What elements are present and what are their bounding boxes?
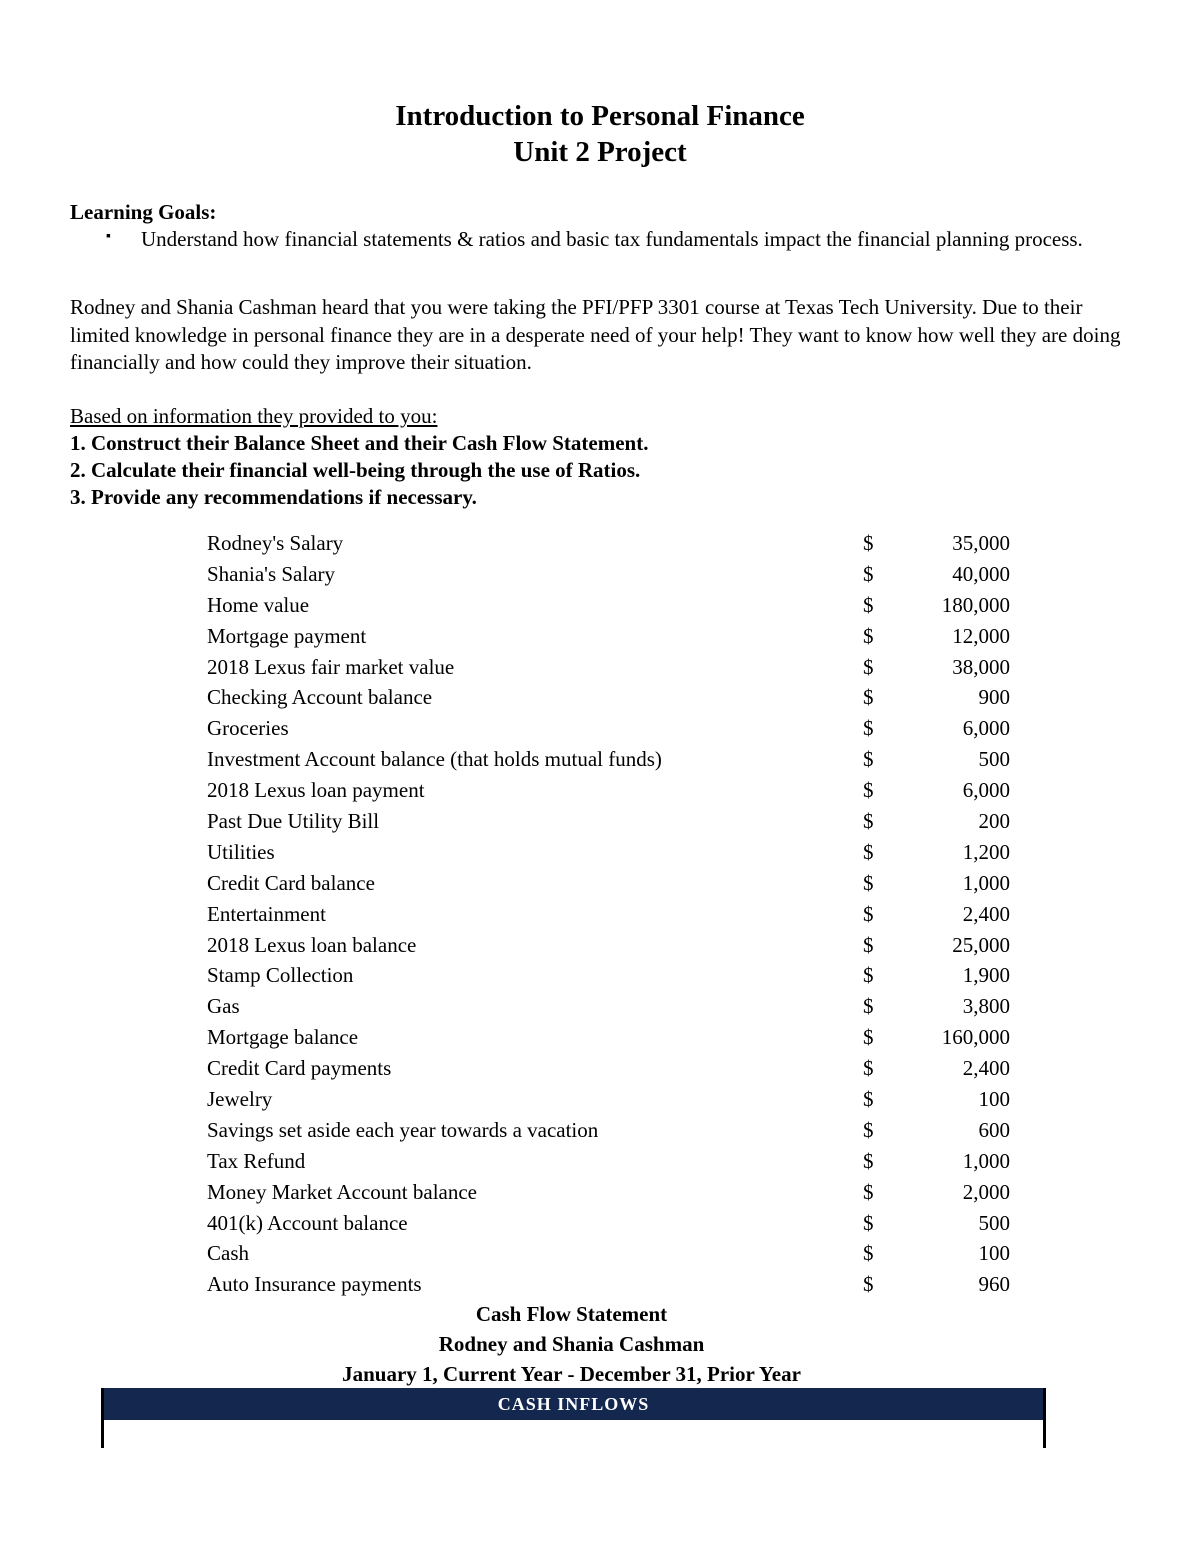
item-amount: 1,000	[962, 1148, 1010, 1173]
item-row	[207, 744, 1017, 775]
currency-symbol: $	[863, 1241, 874, 1266]
currency-symbol: $	[863, 1087, 874, 1112]
item-row	[207, 868, 1017, 899]
currency-symbol: $	[863, 1179, 874, 1204]
item-label: 2018 Lexus loan payment	[207, 778, 425, 803]
item-amount: 100	[978, 1241, 1010, 1266]
instruction-step: 3. Provide any recommendations if necessary.	[70, 485, 477, 509]
item-amount: 6,000	[962, 716, 1010, 741]
bullet-icon: ▪	[106, 229, 111, 244]
currency-symbol: $	[863, 654, 874, 679]
learning-goals-heading: Learning Goals:	[70, 200, 217, 224]
item-amount: 1,900	[962, 963, 1010, 988]
item-label: Cash	[207, 1241, 249, 1266]
financial-items-list	[207, 528, 1017, 1300]
intro-paragraph: Rodney and Shania Cashman heard that you were taking the PFI/PFP 3301 course at Texas Tech University. Due to their limited knowledge in personal finance they are in a desperate need of your help! They want to know how well they are doing financially and how could they improve their situation.	[70, 295, 1121, 374]
item-row	[207, 1238, 1017, 1269]
item-amount: 12,000	[952, 623, 1010, 648]
item-label: Investment Account balance (that holds mutual funds)	[207, 747, 662, 772]
item-amount: 1,200	[962, 839, 1010, 864]
cash-inflows-header: CASH INFLOWS	[104, 1388, 1043, 1420]
item-label: Mortgage balance	[207, 1025, 359, 1050]
item-label: Jewelry	[207, 1087, 273, 1112]
item-row	[207, 960, 1017, 991]
currency-symbol: $	[863, 747, 874, 772]
currency-symbol: $	[863, 1272, 874, 1297]
item-label: Utilities	[207, 839, 275, 864]
currency-symbol: $	[863, 932, 874, 957]
item-label: Stamp Collection	[207, 963, 354, 988]
cash-flow-heading: Cash Flow Statement	[475, 1302, 668, 1326]
item-label: Credit Card balance	[207, 870, 375, 895]
item-amount: 2,000	[962, 1179, 1010, 1204]
item-amount: 900	[978, 685, 1010, 710]
instruction-step: 1. Construct their Balance Sheet and their Cash Flow Statement.	[70, 431, 649, 455]
item-row	[207, 1177, 1017, 1208]
item-row	[207, 528, 1017, 559]
cash-flow-period: January 1, Current Year - December 31, Prior Year	[342, 1362, 801, 1386]
item-amount: 180,000	[941, 592, 1010, 617]
item-amount: 600	[978, 1117, 1010, 1142]
item-row	[207, 1022, 1017, 1053]
currency-symbol: $	[863, 994, 874, 1019]
item-label: Savings set aside each year towards a vacation	[207, 1117, 599, 1142]
currency-symbol: $	[863, 531, 874, 555]
item-label: Entertainment	[207, 901, 326, 926]
item-row	[207, 837, 1017, 868]
cash-flow-table	[101, 1388, 1046, 1448]
item-label: Rodney's Salary	[207, 531, 344, 555]
item-row	[207, 1269, 1017, 1300]
currency-symbol: $	[863, 1056, 874, 1081]
item-amount: 160,000	[941, 1025, 1010, 1050]
item-row	[207, 899, 1017, 930]
item-amount: 2,400	[962, 901, 1010, 926]
item-row	[207, 652, 1017, 683]
item-label: Gas	[207, 994, 240, 1019]
currency-symbol: $	[863, 1210, 874, 1235]
item-row	[207, 1053, 1017, 1084]
currency-symbol: $	[863, 963, 874, 988]
currency-symbol: $	[863, 1148, 874, 1173]
item-label: 2018 Lexus fair market value	[207, 654, 455, 679]
currency-symbol: $	[863, 901, 874, 926]
item-row	[207, 775, 1017, 806]
item-row	[207, 590, 1017, 621]
currency-symbol: $	[863, 685, 874, 710]
item-row	[207, 713, 1017, 744]
item-label: Mortgage payment	[207, 623, 367, 648]
item-amount: 6,000	[962, 778, 1010, 803]
cash-flow-names: Rodney and Shania Cashman	[438, 1332, 705, 1356]
item-label: Tax Refund	[207, 1148, 306, 1173]
currency-symbol: $	[863, 1117, 874, 1142]
item-row	[207, 1084, 1017, 1115]
item-label: Money Market Account balance	[207, 1179, 477, 1204]
item-row	[207, 991, 1017, 1022]
item-amount: 40,000	[952, 561, 1010, 586]
item-label: Home value	[207, 592, 310, 617]
document-subtitle: Unit 2 Project	[513, 136, 687, 168]
item-amount: 35,000	[952, 531, 1010, 555]
item-amount: 200	[978, 809, 1010, 834]
item-amount: 3,800	[962, 994, 1010, 1019]
item-label: Credit Card payments	[207, 1056, 392, 1081]
item-label: Shania's Salary	[207, 561, 336, 586]
item-row	[207, 806, 1017, 837]
item-label: Checking Account balance	[207, 685, 433, 710]
item-amount: 1,000	[962, 870, 1010, 895]
item-amount: 500	[978, 1210, 1010, 1235]
item-amount: 2,400	[962, 1056, 1010, 1081]
item-label: Auto Insurance payments	[207, 1272, 422, 1297]
item-amount: 500	[978, 747, 1010, 772]
currency-symbol: $	[863, 809, 874, 834]
item-amount: 25,000	[952, 932, 1010, 957]
item-label: 2018 Lexus loan balance	[207, 932, 417, 957]
item-row	[207, 1146, 1017, 1177]
currency-symbol: $	[863, 839, 874, 864]
item-label: Groceries	[207, 716, 289, 741]
document-title: Introduction to Personal Finance	[395, 100, 805, 132]
currency-symbol: $	[863, 778, 874, 803]
instruction-step: 2. Calculate their financial well-being through the use of Ratios.	[70, 458, 641, 482]
item-row	[207, 559, 1017, 590]
currency-symbol: $	[863, 1025, 874, 1050]
item-label: 401(k) Account balance	[207, 1210, 408, 1235]
item-row	[207, 930, 1017, 961]
item-amount: 38,000	[952, 654, 1010, 679]
item-amount: 100	[978, 1087, 1010, 1112]
currency-symbol: $	[863, 592, 874, 617]
item-amount: 960	[978, 1272, 1010, 1297]
currency-symbol: $	[863, 716, 874, 741]
item-row	[207, 682, 1017, 713]
learning-goal-item: Understand how financial statements & ratios and basic tax fundamentals impact the financial planning process.	[141, 227, 1083, 251]
currency-symbol: $	[863, 561, 874, 586]
instructions-lead: Based on information they provided to you:	[70, 404, 438, 428]
item-row	[207, 621, 1017, 652]
item-row	[207, 1208, 1017, 1239]
item-label: Past Due Utility Bill	[207, 809, 380, 834]
currency-symbol: $	[863, 623, 874, 648]
currency-symbol: $	[863, 870, 874, 895]
item-row	[207, 1115, 1017, 1146]
